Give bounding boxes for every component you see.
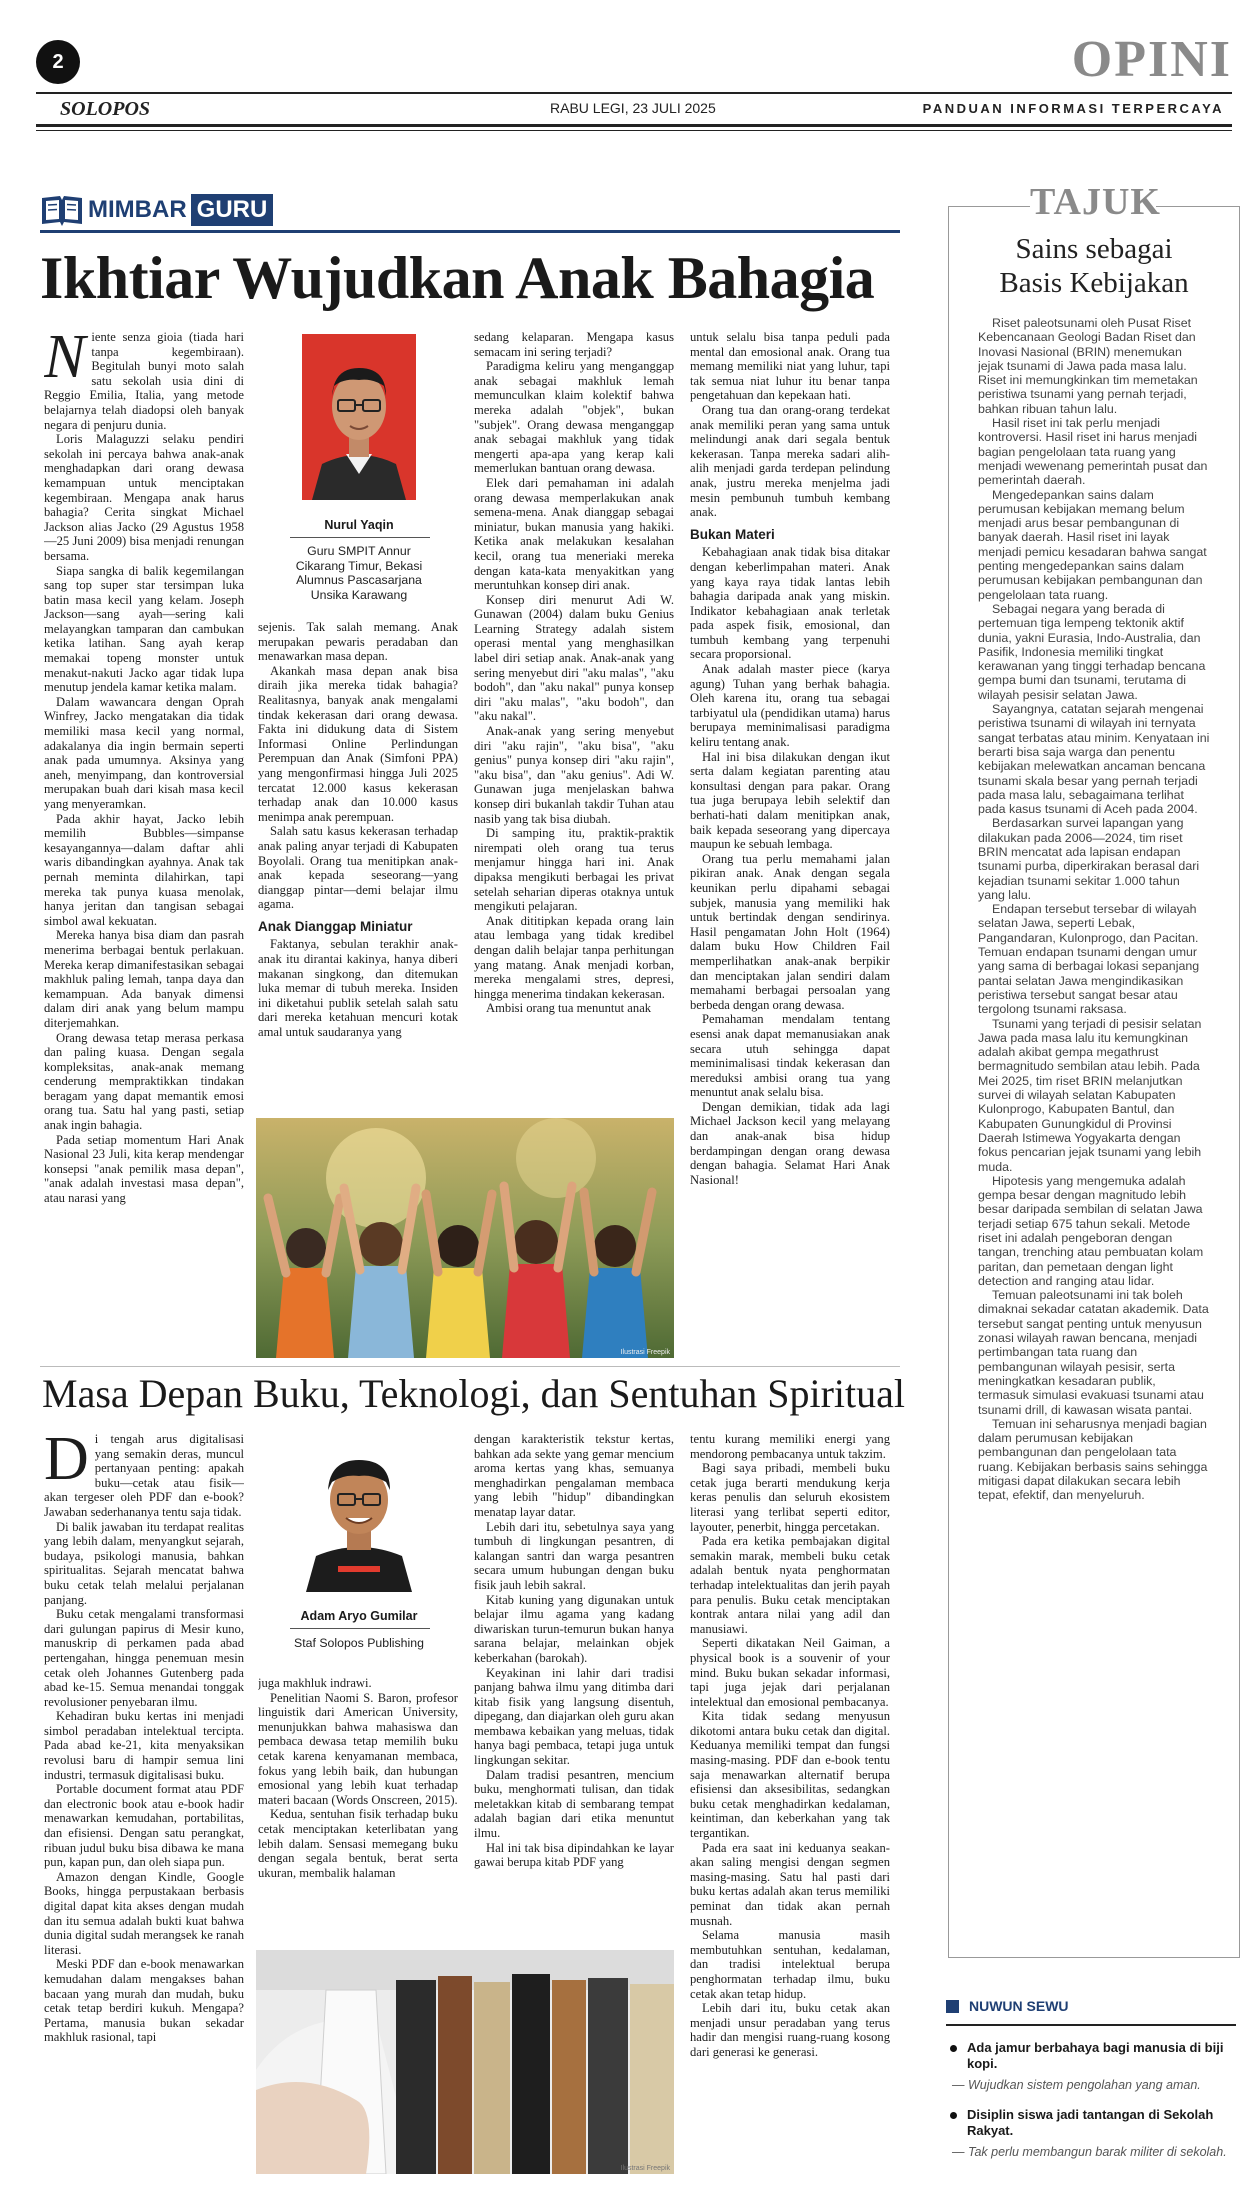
article2-col4-p6: Pada era saat ini keduanya seakan-akan saling mengisi dengan segmen masing-masing. Satu hal pasti dari buku kertas adalah akan terus memiliki peminat dan tidak akan pernah musnah. [690, 1840, 890, 1928]
article2-column-3 [474, 1432, 674, 1942]
article1-column-4 [690, 330, 890, 1350]
article1-col3-p1: sedang kelaparan. Mengapa kasus semacam ini sering terjadi? [474, 330, 674, 359]
article1-col1-p5: Pada akhir hayat, Jacko lebih memilih Bubbles—simpanse kesayangannya—dalam daftar ahli waris dibandingkan ayahnya. Anak tak pernah meminta dilahirkan, tapi mereka tak punya kuasa menolak, hanya jeritan dan tangisan sebagai simbol awal kekuatan. [44, 811, 244, 928]
article2-title: Masa Depan Buku, Teknologi, dan Sentuhan Spiritual [42, 1371, 906, 1416]
article2-column-1 [44, 1432, 244, 2172]
nuwun-sewu-headline: Ada jamur berbahaya bagi manusia di biji kopi. [967, 2040, 1224, 2071]
article1-col3-p2: Paradigma keliru yang menganggap anak sebagai makhluk lemah memunculkan klaim kolektif bahwa mereka adalah "objek", bukan "subjek". Orang dewasa menganggap anak sebagai makhluk yang tidak mengerti apa-apa yang kerap kali memerlukan bantuan orang dewasa. [474, 359, 674, 476]
article1-col3-p3: Elek dari pemahaman ini adalah orang dewasa memperlakukan anak semena-mena. Anak dianggap sebagai miniatur, bukan manusia yang hakiki. Ketika anak melakukan kesalahan kecil, orang tua meneriaki mereka dengan kata-kata menyakitkan yang meruntuhkan konsep diri anak. [474, 475, 674, 593]
tajuk-paragraph: Hipotesis yang mengemuka adalah gempa besar dengan magnitudo lebih besar daripada sembilan di selatan Jawa terjadi setiap 675 tahun sekali. Metode riset ini adalah pengeboran dengan tangan, trenching atau pembuatan kolam paritan, dan pemetaan dengan light detection and ranging atau lidar. [978, 1173, 1204, 1288]
article1-author-bio-line: Alumnus Pascasarjana [296, 573, 422, 588]
tajuk-paragraph: Hasil riset ini tak perlu menjadi kontroversi. Hasil riset ini harus menjadi bagian pengelolaan tata ruang yang menjadi wewenang pemerintah pusat dan pemerintah daerah. [978, 416, 1208, 488]
article1-dropcap: N [44, 330, 86, 391]
tajuk-title [950, 232, 1238, 300]
article1-subhead-1: Anak Dianggap Miniatur [258, 918, 413, 934]
article1-col4-p1: untuk selalu bisa tanpa peduli pada mental dan emosional anak. Orang tua memang memiliki niat yang luhur, tapi tak semua niat luhur itu benar tanpa pengetahuan dan kepekaan hati. [690, 330, 890, 403]
nuwun-sewu-item [946, 2107, 1236, 2160]
page-number-badge [36, 40, 80, 84]
article2-col2-p1: juga makhluk indrawi. [258, 1676, 372, 1690]
nuwun-sewu-retort: — Wujudkan sistem pengolahan yang aman. [952, 2078, 1201, 2092]
article2-col1-p7: Meski PDF dan e-book menawarkan kemudahan dalam mengakses bahan bacaan yang murah dan mudah, buku cetak tetap berdiri kukuh. Mengapa? Pertama, manusia bukan sekadar makhluk rasional, tapi [44, 1957, 244, 2045]
article2-author-bio: Staf Solopos Publishing [294, 1636, 424, 1650]
article1-col2-p3: Salah satu kasus kekerasan terhadap anak paling anyar terjadi di Kabupaten Boyolali. Orang tua menitipkan anak-anak kepada seseorang—yang dianggap pintar—demi belajar ilmu agama. [258, 824, 458, 912]
mimbar-guru-label [40, 190, 273, 230]
nuwun-sewu-section [946, 1998, 1236, 2160]
article2-author-rule [290, 1628, 430, 1629]
article2-col4-p3: Pada era ketika pembajakan digital semakin marak, membeli buku cetak adalah bentuk nyata penghormatan terhadap intelektualitas dan jerih payah para penulis. Buku cetak menciptakan kontrak antara nilai yang adil dan manusiawi. [690, 1534, 890, 1636]
article2-col4-p4: Seperti dikatakan Neil Gaiman, a physical book is a souvenir of your mind. Buku bukan sekadar informasi, tapi juga jejak dari perjalanan intelektual dan emosional pembacanya. [690, 1636, 890, 1709]
mimbar-label-right: GURU [191, 194, 274, 226]
article1-col1-p1: iente senza gioia (tiada hari tanpa kegembiraan). Begitulah bunyi moto salah satu sekolah usia dini di Reggio Emilia, Italia, yang metode belajarnya telah diadopsi oleh banyak negara di penjuru dunia. [44, 330, 244, 432]
article1-author-bio-line: Unsika Karawang [310, 587, 408, 602]
article2-col4-p2: Bagi saya pribadi, membeli buku cetak juga berarti mendukung kerja keras penulis dan seluruh ekosistem literasi yang terlibat seperti editor, layouter, penerbit, hingga percetakan. [690, 1461, 890, 1534]
article1-col4-p5: Hal ini bisa dilakukan dengan ikut serta dalam kegiatan parenting atau konsultasi dengan para pakar. Orang tua juga berupaya lebih selektif dan berhati-hati dalam menitipkan anak, baik kepada seseorang yang dipercaya maupun ke sebuah lembaga. [690, 749, 890, 852]
nuwun-sewu-item [946, 2040, 1236, 2093]
article1-col2-p2: Akankah masa depan anak bisa diraih jika mereka tidak bahagia? Realitasnya, banyak anak mengalami tindak kekerasan dari orang dewasa. Fakta ini didukung data di Sistem Informasi Online Perlindungan Perempuan dan Anak (Simfoni PPA) yang mengonfirmasi hingga Juli 2025 tercatat 12.000 kasus kekerasan terhadap anak dan 10.000 kasus menimpa anak perempuan. [258, 663, 458, 824]
tajuk-body [978, 316, 1210, 1950]
section-title: OPINI [1071, 31, 1232, 88]
article1-col4-p8: Dengan demikian, tidak ada lagi Michael Jackson kecil yang melayang dan anak-anak bisa hidup berdampingan dengan orang dewasa dengan bahagia. Selamat Hari Anak Nasional! [690, 1099, 890, 1187]
article2-col3-p2: Lebih dari itu, sebetulnya saya yang tumbuh di lingkungan pesantren, di kalangan santri dan warga pesantren secara umum hubungan dengan buku fisik jauh lebih sakral. [474, 1519, 674, 1592]
header-rule-bottom [36, 124, 1232, 127]
nuwun-sewu-retort: — Tak perlu membangun barak militer di sekolah. [952, 2145, 1227, 2159]
article2-col3-p5: Dalam tradisi pesantren, mencium buku, menghormati tulisan, dan tidak meletakkan kitab di sembarang tempat adalah bagian dari etika menuntut ilmu. [474, 1767, 674, 1841]
nuwun-sewu-label: NUWUN SEWU [969, 1998, 1069, 2014]
header-rule-top [36, 92, 1232, 94]
article2-col4-p5: Kita tidak sedang menyusun dikotomi antara buku cetak dan digital. Keduanya memiliki tempat dan fungsi masing-masing. PDF dan e-book tentu saja menawarkan alternatif berupa efisiensi dan aksesibilitas, sedangkan buku cetak menghadirkan kedalaman, keintiman, dan keberkahan yang tak tergantikan. [690, 1709, 890, 1841]
mimbar-rule [40, 230, 900, 233]
article2-column-2 [258, 1676, 458, 1942]
article1-col2-p4: Faktanya, sebulan terakhir anak-anak itu dirantai kakinya, hanya diberi makanan singkong, dan ditemukan luka memar di tubuh mereka. Insiden ini diketahui publik setelah salah satu dari mereka ketahuan mencuri kotak amal untuk saudaranya yang [258, 937, 458, 1040]
header-rule-thin [36, 130, 1232, 131]
article2-col3-p1: dengan karakteristik tekstur kertas, bahkan ada sekte yang gemar mencium aroma kertas yang khas, semuanya menghadirkan pengalaman membaca yang lebih "hidup" dibandingkan menatap layar datar. [474, 1432, 674, 1519]
article1-col1-p8: Pada setiap momentum Hari Anak Nasional 23 Juli, kita kerap mendengar konsepsi "anak pemilik masa depan", "anak adalah investasi masa depan", atau narasi yang [44, 1132, 244, 1206]
article1-col3-p6: Di samping itu, praktik-praktik nirempati oleh orang tua terus menjamur hingga hari ini. Anak dipaksa mengikuti berbagai les privat setelah seharian diperas otaknya untuk mengikuti pelajaran. [474, 826, 674, 914]
article2-author-name: Adam Aryo Gumilar [300, 1609, 418, 1623]
article1-author-rule [290, 537, 430, 538]
article1-column-1 [44, 330, 244, 1380]
article2-col2-p2: Penelitian Naomi S. Baron, profesor linguistik dari American University, menunjukkan bahwa mahasiswa dan pembaca dewasa tetap memilih buku cetak karena kenyamanan membaca, fokus yang lebih baik, dan hubungan emosional yang lebih kuat terhadap materi bacaan (Words Onscreen, 2015). [258, 1690, 458, 1807]
article1-col2-p1: sejenis. Tak salah memang. Anak merupakan pewaris peradaban dan menawarkan masa depan. [258, 620, 458, 664]
article1-column-3 [474, 330, 674, 1110]
article2-author-photo [302, 1438, 416, 1592]
page-number: 2 [52, 51, 64, 73]
article1-col3-p4: Konsep diri menurut Adi W. Gunawan (2004) dalam buku Genius Learning Strategy adalah sistem operasi mental yang menghasilkan label diri setiap anak. Anak-anak yang sering menyebut diri "aku malas", "aku bodoh", dan "aku nakal" punya konsep diri "aku malas", "aku bodoh", dan "aku nakal". [474, 592, 674, 724]
article1-author-name: Nurul Yaqin [324, 518, 394, 532]
nuwun-sewu-headline: Disiplin siswa jadi tantangan di Sekolah Rakyat. [967, 2107, 1214, 2138]
article2-col1-p1: i tengah arus digitalisasi yang semakin deras, muncul pertanyaan penting: apakah buku—cetak atau fisik—akan tergeser oleh PDF dan e-book? Jawaban sederhananya tentu saja tidak. [44, 1432, 244, 1519]
article2-col4-p1: tentu kurang memiliki energi yang mendorong pembacanya untuk takzim. [690, 1432, 890, 1461]
article1-col1-p7: Orang dewasa tetap merasa perkasa dan paling kuasa. Dengan segala kompleksitas, anak-anak memang cenderung mempraktikkan tindakan beragam yang dapat memantik emosi orang tua. Satu hal yang pasti, setiap anak ingin bahagia. [44, 1030, 244, 1133]
article2-photo-credit: Ilustrasi Freepik [620, 2165, 670, 2172]
article2-illustration-books [256, 1950, 674, 2174]
tajuk-paragraph: Sayangnya, catatan sejarah mengenai peristiwa tsunami di wilayah ini ternyata sangat terbatas atau minim. Kenyataan ini berarti bisa saja warga dan penentu kebijakan melewatkan ancaman bencana tsunami skala besar yang pernah terjadi pada masa lalu, sebagaimana terlihat pada kasus tsunami di Aceh pada 2004. [978, 702, 1210, 817]
article1-col4-p4: Anak adalah master piece (karya agung) Tuhan yang berhak bahagia. Oleh karena itu, orang tua sebagai tarbiyatul ula (pendidikan utama) harus berupaya meminimalisasi paradigma keliru tentang anak. [690, 662, 890, 750]
article2-col4-p7: Selama manusia masih membutuhkan sentuhan, kedalaman, dan tradisi intelektual berupa penghormatan terhadap ilmu, buku cetak akan tetap hidup. [690, 1928, 890, 2001]
publication-date: RABU LEGI, 23 JULI 2025 [550, 100, 716, 116]
article2-col1-p5: Portable document format atau PDF dan electronic book atau e-book hadir menawarkan kemudahan, portabilitas, dan efisiensi. Dengan satu perangkat, ribuan judul buku bisa dibawa ke mana pun, kapan pun, dan oleh siapa pun. [44, 1782, 244, 1870]
article1-col3-p8: Ambisi orang tua menuntut anak [486, 1001, 652, 1016]
tajuk-paragraph: Temuan ini seharusnya menjadi bagian dalam perumusan kebijakan pembangunan dan pengelolaan tata ruang. Kebijakan berbasis sains sehingga mitigasi dapat dilakukan secara lebih tepat, efektif, dan menyeluruh. [978, 1416, 1208, 1503]
tajuk-paragraph: Sebagai negara yang berada di pertemuan tiga lempeng tektonik aktif dunia, yakni Eurasia, Indo-Australia, dan Pasifik, Indonesia memiliki tingkat kerawanan yang tinggi terhadap bencana gempa bumi dan tsunami, terutama di wilayah pesisir selatan Jawa. [978, 601, 1206, 702]
article1-col1-p6: Mereka hanya bisa diam dan pasrah menerima berbagai bentuk perlakuan. Mereka kerap dimanifestasikan sebagai makhluk paling lemah, tanpa daya dan kemampuan. Ada banyak dimensi dalam diri anak yang belum mampu diterjemahkan. [44, 928, 244, 1030]
article1-col4-p2: Orang tua dan orang-orang terdekat anak memiliki peran yang sama untuk melindungi anak dari segala bentuk kekerasan. Tanpa mereka sadari alih-alih menjadi garda terdepan pelindung anak, justru mereka menjelma jadi mesin pembunuh tumbuh kembang anak. [690, 402, 890, 520]
nuwun-sewu-square-icon [946, 2000, 959, 2013]
article1-col4-p6: Orang tua perlu memahami jalan pikiran anak. Anak dengan segala keunikan perlu dipahami sebagai subjek, manusia yang memiliki hak untuk bertindak dengan sendirinya. Hasil pengamatan John Holt (1964) dalam buku How Children Fail memperlihatkan anak-anak berpikir dan menciptakan jalan sendiri dalam memahami berbagai persoalan yang berbeda dengan orang dewasa. [690, 851, 890, 1012]
article2-col1-p2: Di balik jawaban itu terdapat realitas yang lebih dalam, menyangkut sejarah, budaya, psikologi manusia, bahkan spiritualitas. Sejarah mencatat bahwa buku cetak telah melalui perjalanan panjang. [44, 1519, 244, 1607]
article2-col3-p3: Kitab kuning yang digunakan untuk belajar ilmu agama yang kadang diwariskan turun-temurun bukan hanya sarana belajar, melainkan objek keberkahan (barokah). [474, 1592, 674, 1665]
tajuk-paragraph: Tsunami yang terjadi di pesisir selatan Jawa pada masa lalu itu kemungkinan adalah akibat gempa megathrust bermagnitudo sembilan atau lebih. Pada Mei 2025, tim riset BRIN melanjutkan survei di wilayah selatan Kabupaten Kulonprogo, Kabupaten Bantul, dan Kabupaten Gunungkidul di Provinsi Daerah Istimewa Yogyakarta dengan fokus pencarian jejak tsunami yang lebih muda. [978, 1016, 1202, 1174]
article1-col3-p7: Anak dititipkan kepada orang lain atau lembaga yang tidak kredibel dengan dalih belajar tanpa perhitungan yang matang. Anak menjadi korban, mereka mengalami stres, depresi, hingga menerima tindakan kekerasan. [474, 913, 674, 1001]
open-book-icon [40, 192, 84, 228]
article1-author-photo [302, 334, 416, 500]
article2-col1-p3: Buku cetak mengalami transformasi dari gulungan papirus di Mesir kuno, manuskrip di perkamen pada abad pertengahan, hingga penemuan mesin cetak oleh Johannes Gutenberg pada abad ke-15. Semua menandai tonggak revolusioner penyebaran ilmu. [44, 1607, 244, 1709]
article1-photo-credit: Ilustrasi Freepik [620, 1349, 670, 1356]
tagline: PANDUAN INFORMASI TERPERCAYA [922, 101, 1224, 116]
article2-column-4 [690, 1432, 890, 2172]
mimbar-label-left: MIMBAR [88, 196, 187, 223]
bullet-icon [950, 2045, 957, 2052]
article2-col1-p6: Amazon dengan Kindle, Google Books, hingga perpustakaan berbasis digital dapat kita akses dengan mudah dan itu semua adalah bukti kuat bahwa dunia digital sudah merangsek ke ranah literasi. [44, 1869, 244, 1957]
article1-author-bio-line: Cikarang Timur, Bekasi [295, 558, 423, 573]
article2-col1-p4: Kehadiran buku kertas ini menjadi simbol peradaban intelektual tercipta. Pada abad ke-21, kita menyaksikan revolusi baru di hampir semua lini industri, termasuk digitalisasi buku. [44, 1709, 244, 1782]
tajuk-paragraph: Riset paleotsunami oleh Pusat Riset Kebencanaan Geologi Badan Riset dan Inovasi Nasional (BRIN) menemukan jejak tsunami di Jawa pada masa lalu. Riset ini memungkinkan tim memetakan peristiwa tsunami yang pernah terjadi, bahkan ribuan tahun lalu. [978, 316, 1198, 416]
article1-col1-p2: Loris Malaguzzi selaku pendiri sekolah ini percaya bahwa anak-anak menghadapkan dari orang dewasa kemampuan untuk menciptakan kegembiraan. Mengapa anak harus bahagia? Cerita singkat Michael Jackson alias Jacko (29 Agustus 1958—25 Juni 2009) bisa menjadi renungan bersama. [44, 432, 244, 563]
tajuk-paragraph: Mengedepankan sains dalam perumusan kebijakan memang belum menjadi arus besar pembangunan di banyak daerah. Hasil riset ini layak menjadi pemicu kesadaran bahwa sangat penting mengedepankan sains dalam perumusan kebijakan pembangunan dan pengelolaan tata ruang. [978, 487, 1207, 602]
article1-col4-p3: Kebahagiaan anak tidak bisa ditakar dengan keberlimpahan materi. Anak yang kaya raya tidak lantas lebih bahagia daripada anak yang miskin. Indikator kebahagiaan anak terletak pada aspek fisik, emosional, dan tumbuh kembang yang terpenuhi secara proporsional. [690, 545, 890, 662]
masthead-logo: SOLOPOS [60, 98, 151, 120]
nuwun-sewu-retort-text: Tak perlu membangun barak militer di sekolah. [967, 2145, 1227, 2159]
article1-author-bio-line: Guru SMPIT Annur [307, 544, 411, 558]
tajuk-label: TAJUK [1030, 181, 1161, 223]
tajuk-paragraph: Berdasarkan survei lapangan yang dilakukan pada 2006—2024, tim riset BRIN mencatat ada lapisan endapan tsunami purba, diperkirakan berasal dari kejadian tsunami sekitar 1.000 tahun yang lalu. [978, 816, 1200, 902]
nuwun-sewu-retort-text: Wujudkan sistem pengolahan yang aman. [967, 2078, 1201, 2092]
article1-title: Ikhtiar Wujudkan Anak Bahagia [40, 245, 875, 311]
tajuk-title-line: Basis Kebijakan [999, 267, 1189, 299]
tajuk-paragraph: Temuan paleotsunami ini tak boleh dimaknai sekadar catatan akademik. Data tersebut sangat penting untuk menyusun zonasi wilayah rawan bencana, menjadi pertimbangan tata ruang dan pembangunan wilayah pesisir, serta meningkatkan kesadaran publik, termasuk simulasi evakuasi tsunami atau tsunami drill, di kawasan wisata pantai. [978, 1288, 1209, 1417]
article-separator [40, 1366, 900, 1367]
article2-col3-p6: Hal ini tak bisa dipindahkan ke layar gawai berupa kitab PDF yang [474, 1840, 674, 1870]
article2-col4-p8: Lebih dari itu, buku cetak akan menjadi unsur peradaban yang terus hadir dan mengisi ruang-ruang kosong dari generasi ke generasi. [690, 2001, 890, 2059]
article1-col4-p7: Pemahaman mendalam tentang esensi anak dapat memanusiakan anak secara utuh sehingga dapat meminimalisasi tindak kekerasan dan mereduksi ambisi orang tua yang menuntut anak selalu bisa. [690, 1012, 890, 1100]
article1-col3-p5: Anak-anak yang sering menyebut diri "aku rajin", "aku bisa", "aku genius" punya konsep diri "aku rajin", "aku bisa", dan "aku genius". Adi W. Gunawan juga menjelaskan bahwa konsep diri bukanlah takdir Tuhan atau nasib yang tak bisa diubah. [474, 724, 674, 826]
article1-illustration-children [256, 1118, 674, 1358]
article2-col2-p3: Kedua, sentuhan fisik terhadap buku cetak menciptakan keterlibatan yang lebih dalam. Sensasi memegang buku dengan segala bentuk, berat serta ukuran, membalik halaman [258, 1807, 458, 1880]
nuwun-sewu-rule [946, 2024, 1236, 2026]
tajuk-paragraph: Endapan tersebut tersebar di wilayah selatan Jawa, seperti Lebak, Pangandaran, Kulonprogo, dan Pacitan. Temuan endapan tsunami dengan umur yang sama di berbagai lokasi sepanjang pantai selatan Jawa mengindikasikan peristiwa tersebut sangat besar atau tergolong tsunami raksasa. [978, 902, 1200, 1017]
article1-column-2 [258, 620, 458, 1110]
article1-subhead-2: Bukan Materi [690, 526, 775, 542]
tajuk-title-line: Sains sebagai [1015, 233, 1173, 265]
bullet-icon [950, 2112, 957, 2119]
article1-col1-p4: Dalam wawancara dengan Oprah Winfrey, Jacko mengatakan dia tidak memiliki masa kecil yang normal, adakalanya dia ingin bermain seperti anak pada umumnya. Aksinya yang aneh, menyimpang, dan kontroversial merupakan buah dari kisah masa kecil yang menyeramkan. [44, 694, 244, 811]
article1-col1-p3: Siapa sangka di balik kegemilangan sang top super star tersimpan luka batin masa kecil yang kelam. Joseph Jackson—sang ayah—sering kali melayangkan tamparan dan cambukan ketika latihan. Sang ayah kerap memakai topeng monster untuk menakut-nakuti Jacko agar tidak lupa menutup jendela kamar ketika malam. [44, 563, 244, 695]
article2-dropcap: D [44, 1432, 89, 1493]
article2-col3-p4: Keyakinan ini lahir dari tradisi panjang bahwa ilmu yang ditimba dari kitab fisik yang langsung disentuh, dipegang, dan diajarkan oleh guru akan membawa kebaikan yang meluas, tidak hanya bagi pembaca, tetapi juga untuk lingkungan sekitar. [474, 1665, 674, 1768]
article1-author-bio [262, 544, 456, 602]
